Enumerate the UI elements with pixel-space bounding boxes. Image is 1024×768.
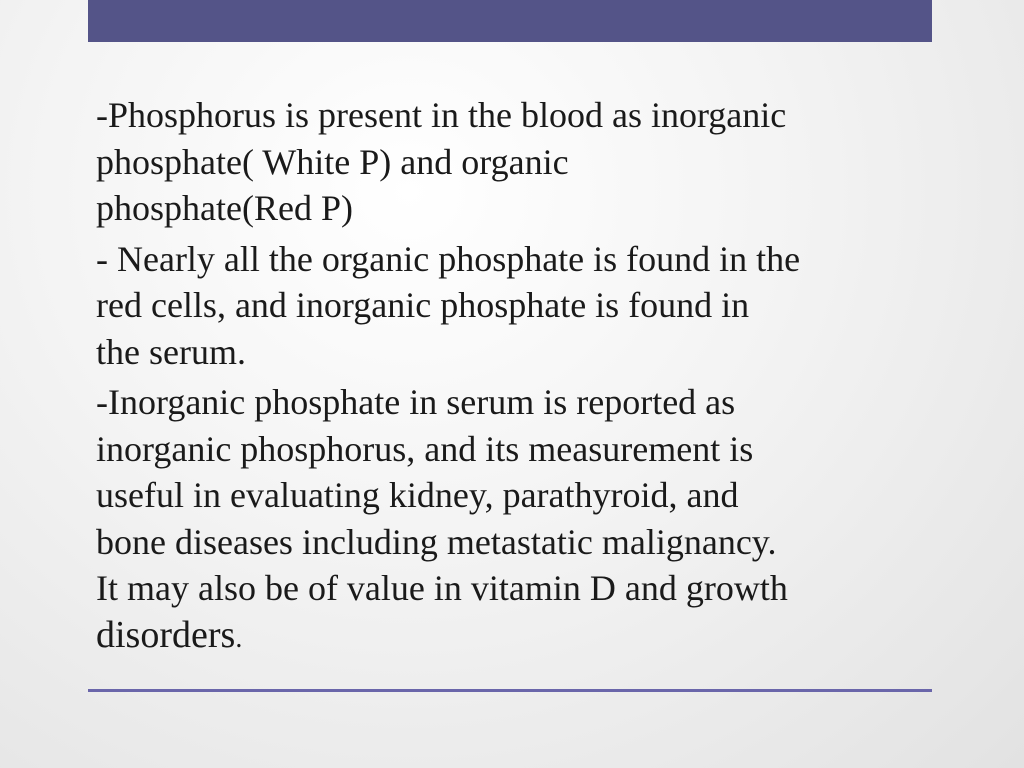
text-line: the serum. (96, 331, 246, 372)
text-line: inorganic phosphorus, and its measurement is (96, 428, 754, 469)
text-line: red cells, and inorganic phosphate is found in (96, 285, 750, 325)
text-line: -Phosphorus is present in the blood as inorganic (96, 95, 787, 135)
slide-footer-rule (88, 689, 932, 692)
text-line-final (96, 612, 946, 663)
paragraph-clinical-use (96, 379, 946, 662)
final-word: disorders (96, 613, 236, 656)
text-line: bone diseases including metastatic malignancy. (96, 521, 777, 562)
final-punctuation: . (235, 622, 243, 654)
text-line: phosphate(Red P) (96, 188, 353, 228)
text-line: phosphate( White P) and organic (96, 141, 569, 182)
text-line: useful in evaluating kidney, parathyroid, and (96, 475, 739, 515)
text-line: -Inorganic phosphate in serum is reported as (96, 382, 736, 422)
slide-body (96, 92, 946, 666)
text-line: - Nearly all the organic phosphate is found in the (96, 238, 801, 279)
text-line: It may also be of value in vitamin D and growth (96, 568, 788, 608)
paragraph-phosphate-location (96, 236, 946, 376)
paragraph-phosphorus-forms (96, 92, 946, 232)
slide-header-bar (88, 0, 932, 42)
